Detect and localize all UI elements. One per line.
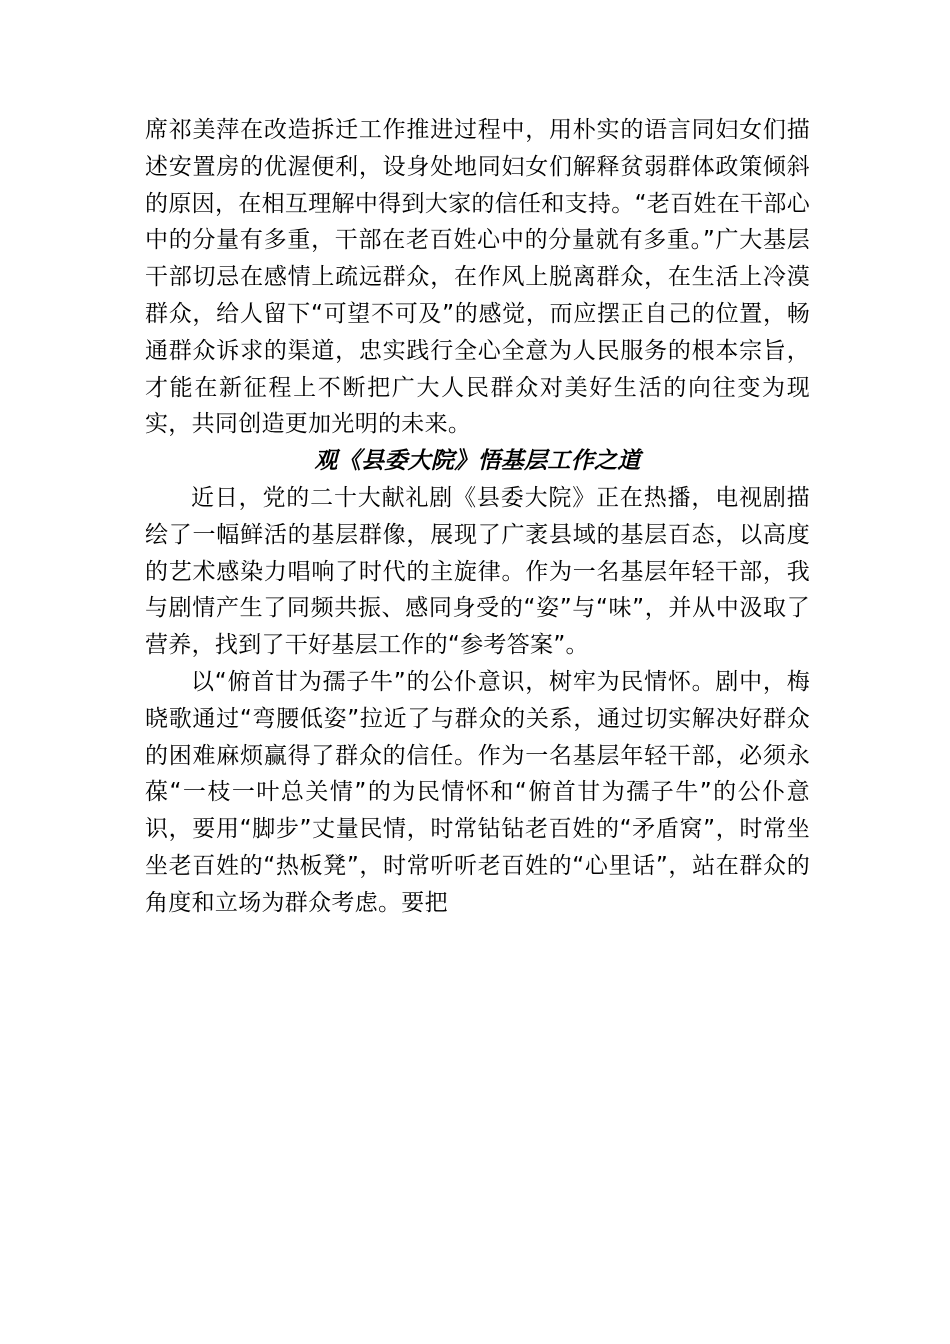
body-paragraph-2: 以“俯首甘为孺子牛”的公仆意识，树牢为民情怀。剧中，梅晓歌通过“弯腰低姿”拉近了与群众的关系，通过切实解决好群众的困难麻烦赢得了群众的信任。作为一名基层年轻干部，必须永葆“一枝一叶总关情”的为民情怀和“俯首甘为孺子牛”的公仆意识，要用“脚步”丈量民情，时常钻钻老百姓的“矛盾窝”，时常坐坐老百姓的“热板凳”，时常听听老百姓的“心里话”，站在群众的角度和立场为群众考虑。要把 bbox=[145, 668, 810, 916]
document-page bbox=[145, 112, 810, 922]
body-paragraph-1: 近日，党的二十大献礼剧《县委大院》正在热播，电视剧描绘了一幅鲜活的基层群像，展现了广袤县域的基层百态，以高度的艺术感染力唱响了时代的主旋律。作为一名基层年轻干部，我与剧情产生了同频共振、感同身受的“姿”与“味”，并从中汲取了营养，找到了干好基层工作的“参考答案”。 bbox=[145, 484, 810, 659]
intro-paragraph: 席祁美萍在改造拆迁工作推进过程中，用朴实的语言同妇女们描述安置房的优渥便利，设身处地同妇女们解释贫弱群体政策倾斜的原因，在相互理解中得到大家的信任和支持。“老百姓在干部心中的分量有多重，干部在老百姓心中的分量就有多重。”广大基层干部切忌在感情上疏远群众，在作风上脱离群众，在生活上冷漠群众，给人留下“可望不可及”的感觉，而应摆正自己的位置，畅通群众诉求的渠道，忠实践行全心全意为人民服务的根本宗旨，才能在新征程上不断把广大人民群众对美好生活的向往变为现实，共同创造更加光明的未来。 bbox=[145, 117, 810, 438]
section-title: 观《县委大院》悟基层工作之道 bbox=[314, 448, 641, 475]
